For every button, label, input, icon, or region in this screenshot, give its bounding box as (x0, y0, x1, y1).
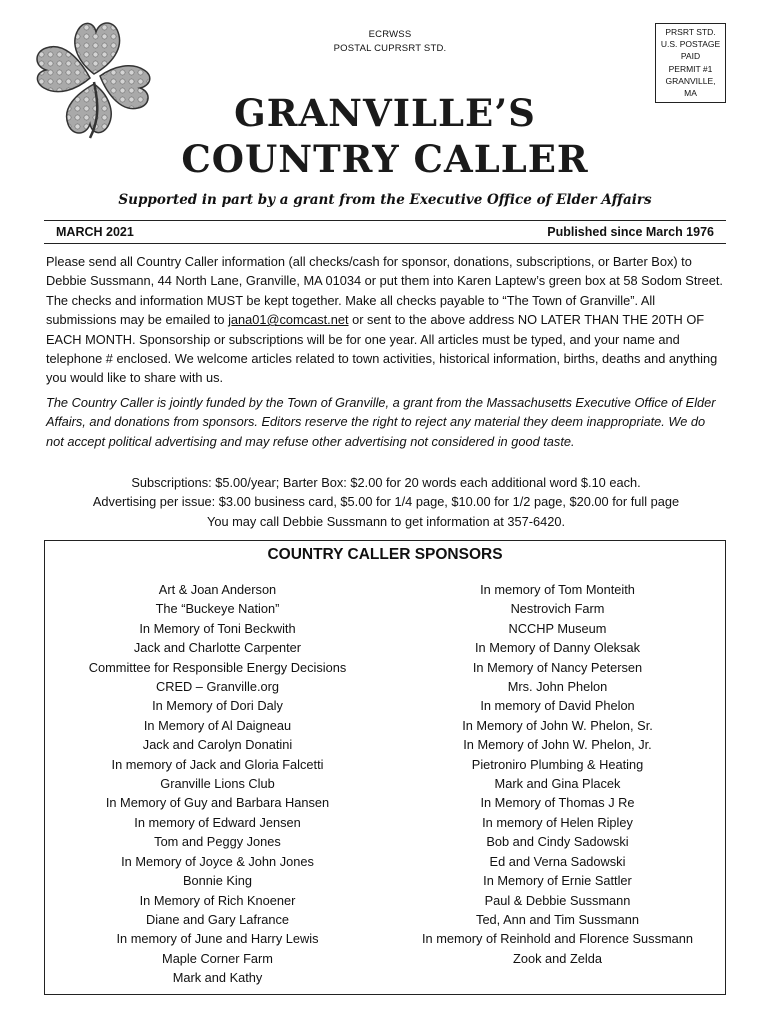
sponsor-item: In memory of Reinhold and Florence Sussmann (421, 931, 693, 947)
sponsor-item: In Memory of Nancy Petersen (472, 659, 643, 675)
sponsor-item: In memory of Helen Ripley (482, 814, 633, 830)
published-since: Published since March 1976 (547, 225, 714, 239)
newsletter-title (100, 90, 670, 182)
funding-note: The Country Caller is jointly funded by the Town of Granville, a grant from the Massachusetts Executive Office of Elder Affairs, and donations from sponsors. Editors reserve the right to reject any material they deem inappropriate. We do not accept political advertising and may refuse other advertising not considered in good taste. (46, 395, 716, 449)
sponsors-box (44, 540, 726, 995)
sponsor-item: In memory of Jack and Gloria Falcetti (111, 756, 324, 772)
sponsor-item: Ted, Ann and Tim Sussmann (476, 911, 639, 927)
rates-block (46, 473, 726, 531)
sponsor-item: In Memory of Danny Oleksak (475, 640, 640, 656)
email-link[interactable]: jana01@comcast.net (228, 312, 349, 328)
dateline (44, 220, 726, 244)
permit-line: PAID (680, 51, 701, 62)
sponsor-item: In Memory of Dori Daly (152, 698, 283, 714)
postal-line-2: POSTAL CUPRSRT STD. (333, 43, 447, 54)
sponsor-item: In Memory of Guy and Barbara Hansen (105, 795, 330, 811)
permit-line: MA (684, 88, 697, 99)
intro-paragraph (46, 252, 726, 388)
sponsor-item: In memory of June and Harry Lewis (116, 931, 319, 947)
sponsor-item: Art & Joan Anderson (158, 582, 277, 597)
sponsor-item: Tom and Peggy Jones (154, 834, 281, 850)
sponsor-item: Committee for Responsible Energy Decisions (88, 659, 347, 675)
sponsor-item: In memory of Tom Monteith (480, 582, 635, 597)
sponsor-item: Mark and Gina Placek (494, 776, 621, 792)
intro-text-1: Please send all Country Caller information (all checks/cash for sponsor, donations, subscriptions, or Barter Box) to Debbie Sussmann, 44 North Lane, Granville, MA 01034 or put them into Karen Laptew’s green box at 58 Sodom Street. The checks and information MUST be kept together. Make all checks payable to “The Town of Granville”. All submissions may be emailed to (46, 254, 723, 328)
sponsors-right-column (390, 580, 725, 968)
sponsors-title: COUNTRY CALLER SPONSORS (267, 546, 503, 563)
sponsor-item: Nestrovich Farm (510, 601, 605, 617)
sponsor-item: The “Buckeye Nation” (155, 601, 280, 617)
sponsor-item: Bonnie King (182, 873, 252, 889)
permit-line: U.S. POSTAGE (660, 39, 721, 50)
sponsors-left-column (45, 580, 390, 988)
sponsor-item: Diane and Gary Lafrance (146, 911, 289, 927)
sponsor-item: CRED – Granville.org (155, 679, 280, 695)
sponsor-item: Bob and Cindy Sadowski (486, 834, 629, 850)
sponsor-item: In memory of Edward Jensen (134, 814, 301, 830)
sponsor-item: Jack and Charlotte Carpenter (133, 640, 302, 656)
sponsor-item: Pietroniro Plumbing & Heating (471, 756, 644, 772)
permit-line: PERMIT #1 (668, 63, 713, 74)
postal-indicia (300, 28, 480, 56)
intro-text-2: or sent to the above address NO LATER THAN THE 20TH OF EACH MONTH. Sponsorship or subscriptions will be for one year. All articles must be typed, and your name and telephone # enclosed. We welcome articles related to town activities, historical information, births, deaths and anything you would like to share with us. (46, 312, 718, 386)
contact-info: You may call Debbie Sussmann to get information at 357-6420. (206, 513, 566, 529)
permit-line: GRANVILLE, (665, 75, 716, 86)
sponsor-item: Jack and Carolyn Donatini (142, 737, 293, 753)
sponsor-item: In Memory of Rich Knoener (139, 892, 296, 908)
sponsor-item: In Memory of Thomas J Re (480, 795, 635, 811)
sponsor-item: Granville Lions Club (160, 776, 275, 792)
sponsor-item: In Memory of Ernie Sattler (483, 873, 632, 889)
issue-date: MARCH 2021 (56, 225, 134, 239)
sponsor-item: In Memory of John W. Phelon, Sr. (462, 717, 653, 733)
title-line-1: GRANVILLE’S (234, 91, 536, 135)
sponsor-item: In memory of David Phelon (480, 698, 635, 714)
postal-line-1: ECRWSS (368, 29, 412, 40)
sponsor-item: Zook and Zelda (513, 950, 602, 966)
sponsor-item: Ed and Verna Sadowski (489, 853, 626, 869)
sponsor-item: In Memory of Toni Beckwith (139, 620, 296, 636)
sponsor-item: Mark and Kathy (172, 970, 263, 986)
sponsor-item: Paul & Debbie Sussmann (484, 892, 631, 908)
tagline: Supported in part by a grant from the Executive Office of Elder Affairs (118, 192, 652, 208)
sponsor-item: In Memory of John W. Phelon, Jr. (463, 737, 652, 753)
sponsor-item: Maple Corner Farm (162, 950, 273, 966)
permit-line: PRSRT STD. (665, 27, 716, 37)
sponsor-item: In Memory of Joyce & John Jones (121, 853, 314, 869)
subscription-rates: Subscriptions: $5.00/year; Barter Box: $2.00 for 20 words each additional word $.10 each. (131, 475, 641, 490)
sponsor-item: In Memory of Al Daigneau (143, 717, 292, 733)
sponsor-item: Mrs. John Phelon (507, 679, 608, 695)
advertising-rates: Advertising per issue: $3.00 business card, $5.00 for 1/4 page, $10.00 for 1/2 page, $20.00 for full page (92, 494, 680, 510)
sponsor-item: NCCHP Museum (508, 620, 607, 636)
title-line-2: COUNTRY CALLER (181, 137, 589, 181)
